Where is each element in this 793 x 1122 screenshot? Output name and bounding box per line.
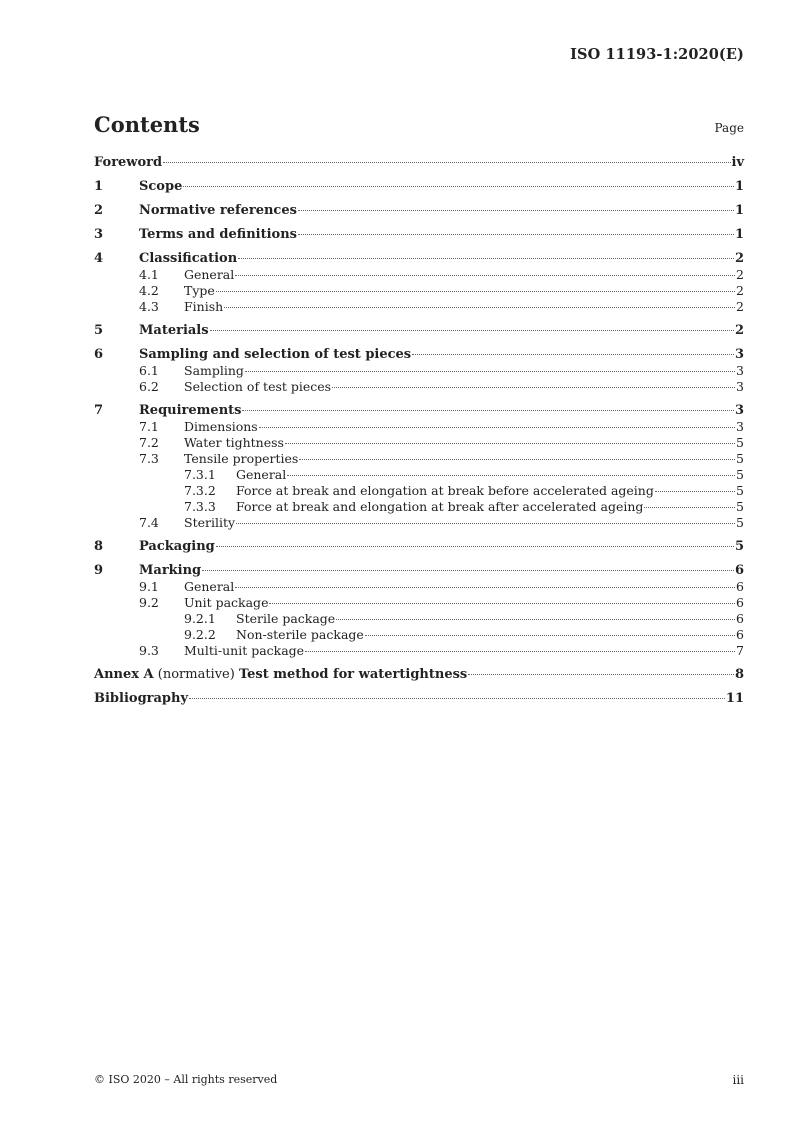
toc-entry[interactable]	[94, 515, 744, 531]
toc-entry-title	[139, 203, 297, 219]
toc-entry-page: 11	[725, 691, 744, 706]
toc-entry-title	[236, 627, 364, 643]
toc-entry-page: 5	[736, 483, 744, 498]
toc-entry-title-text: Non-sterile package	[236, 627, 364, 642]
toc-entry[interactable]	[94, 227, 744, 243]
toc-entry-number: 7.3	[139, 451, 159, 466]
dot-leader	[245, 371, 735, 372]
toc-entry-title	[139, 323, 209, 339]
dot-leader	[285, 443, 735, 444]
toc-entry-page: 2	[734, 323, 744, 338]
dot-leader	[235, 587, 735, 588]
toc-entry[interactable]	[94, 203, 744, 219]
toc-entry-title	[139, 563, 201, 579]
toc-entry-title-text: Selection of test pieces	[184, 379, 332, 394]
toc-entry-title	[139, 179, 182, 195]
toc-entry[interactable]	[94, 579, 744, 595]
dot-leader	[468, 674, 734, 675]
toc-entry-page: 3	[736, 379, 744, 394]
toc-entry[interactable]	[94, 179, 744, 195]
toc-entry-title	[94, 667, 467, 683]
dot-leader	[298, 234, 734, 235]
toc-entry-page: 3	[736, 419, 744, 434]
toc-entry-number: 9.1	[139, 579, 159, 594]
toc-entry[interactable]	[94, 419, 744, 435]
toc-entry-title-text: Foreword	[94, 155, 163, 170]
toc-entry-title	[139, 347, 411, 363]
dot-leader	[238, 258, 734, 259]
toc-entry-number: 7.3.3	[184, 499, 216, 514]
dot-leader	[332, 387, 735, 388]
toc-entry-page: 1	[734, 179, 744, 194]
toc-entry-number: 9	[94, 563, 104, 578]
toc-entry-page: 3	[734, 403, 744, 418]
toc-entry-page: 5	[736, 515, 744, 530]
toc-entry-page: 8	[734, 667, 744, 682]
toc-entry-title-text: Finish	[184, 299, 224, 314]
toc-entry-title	[184, 435, 284, 451]
dot-leader	[189, 698, 725, 699]
toc-entry-number: 1	[94, 179, 104, 194]
toc-entry-page: 2	[734, 251, 744, 266]
dot-leader	[287, 475, 735, 476]
toc-entry-title	[184, 299, 223, 315]
dot-leader	[269, 603, 735, 604]
toc-entry[interactable]	[94, 499, 744, 515]
toc-entry-title	[184, 379, 331, 395]
toc-entry[interactable]	[94, 155, 744, 171]
toc-entry-number: 7.4	[139, 515, 159, 530]
toc-entry[interactable]	[94, 643, 744, 659]
annex-type: (normative)	[153, 667, 239, 682]
dot-leader	[224, 307, 735, 308]
toc-entry-page: 5	[736, 467, 744, 482]
toc-entry-page: 5	[734, 539, 744, 554]
toc-entry-title-text: General	[184, 579, 235, 594]
toc-entry-title-text: Classification	[139, 251, 238, 266]
toc-entry-number: 4.1	[139, 267, 159, 282]
toc-entry-title-text: Type	[184, 283, 215, 298]
toc-entry-title-text: Normative references	[139, 203, 297, 218]
dot-leader	[216, 291, 735, 292]
toc-entry-number: 9.2	[139, 595, 159, 610]
toc-entry-page: iv	[731, 155, 744, 170]
toc-entry-title	[236, 499, 643, 515]
dot-leader	[365, 635, 735, 636]
dot-leader	[210, 330, 734, 331]
dot-leader	[644, 507, 735, 508]
toc-entry-number: 4.3	[139, 299, 159, 314]
page-number: iii	[732, 1073, 744, 1087]
dot-leader	[216, 546, 734, 547]
toc-entry[interactable]	[94, 347, 744, 363]
dot-leader	[202, 570, 734, 571]
toc-entry[interactable]	[94, 403, 744, 419]
toc-entry-page: 1	[734, 203, 744, 218]
annex-label: Annex A	[94, 667, 154, 682]
toc-entry-title-text: Sterility	[184, 515, 236, 530]
dot-leader	[412, 354, 734, 355]
toc-entry-number: 9.3	[139, 643, 159, 658]
dot-leader	[235, 275, 735, 276]
toc-entry-number: 8	[94, 539, 104, 554]
toc-entry-title	[94, 691, 188, 707]
toc-entry[interactable]	[94, 467, 744, 483]
toc-entry[interactable]	[94, 251, 744, 267]
dot-leader	[305, 651, 735, 652]
document-id: ISO 11193-1:2020(E)	[570, 46, 744, 63]
toc-entry-title	[184, 515, 235, 531]
toc-entry[interactable]	[94, 691, 744, 707]
toc-entry-page: 6	[736, 579, 744, 594]
toc-entry[interactable]	[94, 323, 744, 339]
toc-entry-number: 4.2	[139, 283, 159, 298]
toc-entry-page: 5	[736, 435, 744, 450]
toc-entry-title-text: Requirements	[139, 403, 242, 418]
toc-entry-number: 2	[94, 203, 104, 218]
toc-entry-number: 9.2.1	[184, 611, 216, 626]
toc-entry-title	[184, 419, 258, 435]
dot-leader	[183, 186, 734, 187]
toc-entry-page: 2	[736, 267, 744, 282]
toc-entry-page: 6	[736, 627, 744, 642]
toc-entry[interactable]	[94, 539, 744, 555]
toc-entry[interactable]	[94, 267, 744, 283]
dot-leader	[299, 459, 735, 460]
toc-entry-title-text: Marking	[139, 563, 202, 578]
toc-heading	[94, 112, 744, 137]
toc-entry-page: 6	[734, 563, 744, 578]
toc-entry-title	[184, 579, 234, 595]
dot-leader	[655, 491, 735, 492]
toc-entry-number: 7	[94, 403, 104, 418]
toc-entry[interactable]	[94, 595, 744, 611]
toc-entry-page: 5	[736, 451, 744, 466]
toc-entry-title-text: Test method for watertightness	[238, 667, 468, 682]
toc-entry-title	[94, 155, 162, 171]
toc-entry-title-text: Sterile package	[236, 611, 336, 626]
toc-entry-number: 7.3.1	[184, 467, 216, 482]
toc-entry-title-text: Sampling and selection of test pieces	[139, 347, 412, 362]
toc-entry-title-text: Force at break and elongation at break before accelerated ageing	[236, 483, 654, 498]
toc-entry-title	[139, 251, 237, 267]
toc-entry-title	[184, 595, 268, 611]
dot-leader	[336, 619, 735, 620]
toc-entry[interactable]	[94, 283, 744, 299]
toc-entry-title	[184, 283, 215, 299]
toc-title: Contents	[94, 112, 200, 137]
toc-entry[interactable]	[94, 435, 744, 451]
copyright-notice: © ISO 2020 – All rights reserved	[94, 1073, 278, 1086]
dot-leader	[242, 410, 733, 411]
toc-entry-title-text: Unit package	[184, 595, 269, 610]
toc-entry-number: 7.1	[139, 419, 159, 434]
toc-entry-title	[184, 267, 234, 283]
toc-entry-title	[139, 403, 241, 419]
toc-page-label: Page	[714, 121, 744, 135]
toc-entry-title-text: Sampling	[184, 363, 244, 378]
toc-entry-number: 3	[94, 227, 104, 242]
toc-entry-page: 1	[734, 227, 744, 242]
toc-entry-title-text: Bibliography	[94, 691, 189, 706]
toc-entry-page: 5	[736, 499, 744, 514]
toc-entry-page: 2	[736, 283, 744, 298]
toc-entry-title	[236, 611, 335, 627]
toc-entry-page: 3	[736, 363, 744, 378]
dot-leader	[236, 523, 735, 524]
toc-entry[interactable]	[94, 563, 744, 579]
toc-entry-page: 2	[736, 299, 744, 314]
toc-entry-title-text: Materials	[139, 323, 209, 338]
toc-entry[interactable]	[94, 667, 744, 683]
toc-entry-number: 6.1	[139, 363, 159, 378]
toc-entry-page: 7	[736, 643, 744, 658]
toc-entry-number: 4	[94, 251, 104, 266]
toc-entry-title-text: Scope	[139, 179, 183, 194]
toc-entry-number: 5	[94, 323, 104, 338]
toc-entry-title	[139, 539, 215, 555]
toc-entry-title	[184, 363, 244, 379]
toc-entry-page: 6	[736, 611, 744, 626]
toc-entry-page: 6	[736, 595, 744, 610]
toc-entry-number: 9.2.2	[184, 627, 216, 642]
toc-entry-title-text: Force at break and elongation at break after accelerated ageing	[236, 499, 644, 514]
toc-entry-title-text: Packaging	[139, 539, 215, 554]
toc-entry[interactable]	[94, 299, 744, 315]
toc-entry-title	[236, 467, 286, 483]
toc-entry-number: 7.3.2	[184, 483, 216, 498]
toc-entry[interactable]	[94, 611, 744, 627]
toc-entry-title-text: Water tightness	[184, 435, 284, 450]
toc-entry-title-text: Dimensions	[184, 419, 258, 434]
toc-entry-title-text: Multi-unit package	[184, 643, 305, 658]
toc-entry-title	[184, 643, 304, 659]
dot-leader	[259, 427, 735, 428]
toc-entry-number: 6	[94, 347, 104, 362]
dot-leader	[298, 210, 734, 211]
toc-entry-title-text: General	[184, 267, 235, 282]
toc-entry-title	[139, 227, 297, 243]
toc-entry-title	[184, 451, 298, 467]
dot-leader	[163, 162, 730, 163]
table-of-contents	[94, 155, 744, 707]
page-footer	[94, 1073, 744, 1087]
toc-entry-title-text: Tensile properties	[184, 451, 299, 466]
toc-entry[interactable]	[94, 451, 744, 467]
toc-entry[interactable]	[94, 627, 744, 643]
toc-entry-number: 6.2	[139, 379, 159, 394]
toc-entry-title-text: Terms and definitions	[139, 227, 297, 242]
toc-entry[interactable]	[94, 379, 744, 395]
toc-entry-page: 3	[734, 347, 744, 362]
toc-entry-number: 7.2	[139, 435, 159, 450]
toc-entry[interactable]	[94, 483, 744, 499]
toc-entry-title	[236, 483, 654, 499]
toc-entry[interactable]	[94, 363, 744, 379]
toc-entry-title-text: General	[236, 467, 287, 482]
